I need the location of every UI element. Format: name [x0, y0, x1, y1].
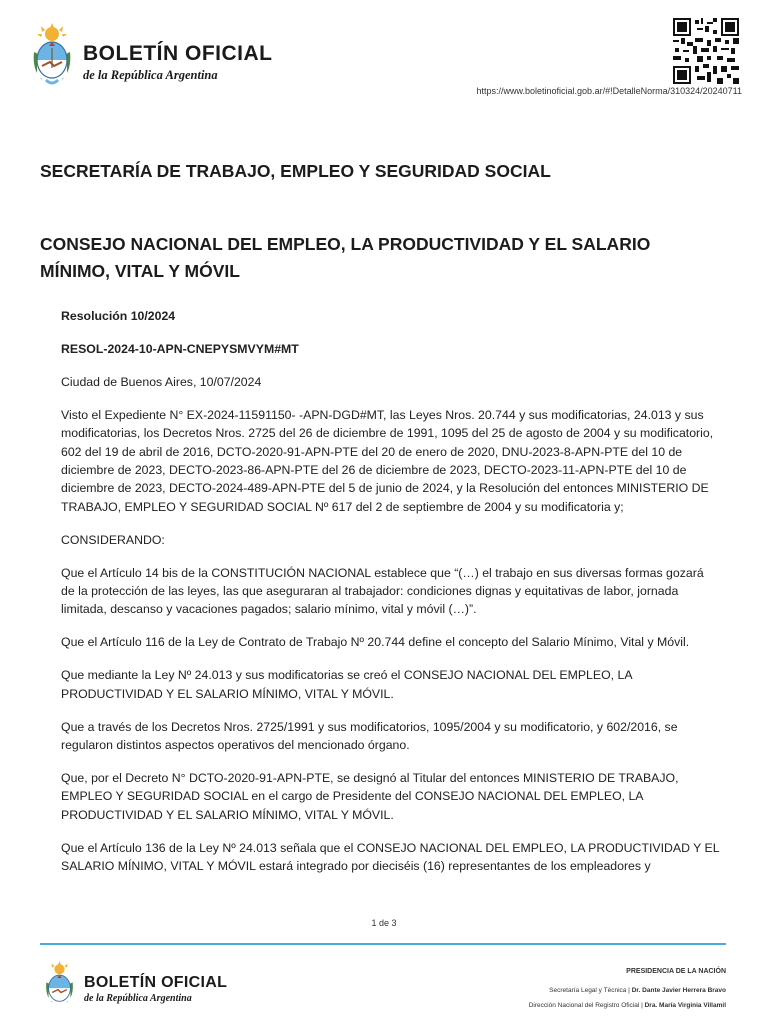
- credit-1-label: Secretaría Legal y Técnica: [549, 987, 627, 994]
- footer-credits: [529, 964, 726, 1013]
- logo-title: BOLETÍN OFICIAL: [83, 42, 273, 65]
- presidency-label: PRESIDENCIA DE LA NACIÓN: [626, 968, 726, 975]
- page-header: [0, 0, 768, 110]
- paragraph: Que mediante la Ley Nº 24.013 y sus modificatorias se creó el CONSEJO NACIONAL DEL EMPLEO, LA PRODUCTIVIDAD Y EL SALARIO MÍNIMO, VITAL Y MÓVIL.: [61, 668, 632, 701]
- credit-2-label: Dirección Nacional del Registro Oficial: [528, 1002, 640, 1009]
- resolution-number: Resolución 10/2024: [61, 309, 176, 323]
- paragraph-visto: Visto el Expediente N° EX-2024-11591150- -APN-DGD#MT, las Leyes Nros. 20.744 y sus modificatorias, 24.013 y sus modificatorias, los Decretos Nros. 2725 del 26 de diciembre de 1991, 1095 del 25 de agosto de 2004 y su modificatorio, 602 del 19 de abril de 2016, DCTO-2020-91-APN-PTE del 20 de enero de 2020, DNU-2023-8-APN-PTE del 10 de diciembre de 2023, DECTO-2023-86-APN-PTE del 26 de diciembre de 2023, DECTO-2023-11-APN-PTE del 10 de diciembre de 2023, DECTO-2024-489-APN-PTE del 5 de junio de 2024, y la Resolución del entonces MINISTERIO DE TRABAJO, EMPLEO Y SEGURIDAD SOCIAL Nº 617 del 2 de septiembre de 2004 y su modificatoria y;: [61, 407, 714, 514]
- national-emblem-icon: [42, 960, 77, 1009]
- footer-logo[interactable]: [42, 960, 242, 1010]
- credit-1-name: Dr. Dante Javier Herrera Bravo: [631, 987, 726, 994]
- paragraph: Que a través de los Decretos Nros. 2725/1991 y sus modificatorios, 1095/2004 y su modificatorio, y 602/2016, se regularon distintos aspectos operativos del mencionado órgano.: [61, 719, 678, 752]
- paragraph: Que, por el Decreto N° DCTO-2020-91-APN-PTE, se designó al Titular del entonces MINISTERIO DE TRABAJO, EMPLEO Y SEGURIDAD SOCIAL en el cargo de Presidente del CONSEJO NACIONAL DEL EMPLEO, LA PRODUCTIVIDAD Y EL SALARIO MÍNIMO, VITAL Y MÓVIL.: [61, 770, 679, 822]
- credit-line-1: Secretaría Legal y Técnica | Dr. Dante Javier Herrera Bravo: [549, 987, 726, 994]
- resolution-code: RESOL-2024-10-APN-CNEPYSMVYM#MT: [61, 341, 299, 356]
- logo-subtitle: de la República Argentina: [83, 68, 218, 82]
- place-date: Ciudad de Buenos Aires, 10/07/2024: [61, 374, 262, 389]
- document-url[interactable]: https://www.boletinoficial.gob.ar/#!DetalleNorma/310324/20240711: [476, 86, 742, 96]
- footer-logo-title: BOLETÍN OFICIAL: [84, 974, 228, 991]
- entity-heading: CONSEJO NACIONAL DEL EMPLEO, LA PRODUCTIVIDAD Y EL SALARIO MÍNIMO, VITAL Y MÓVIL: [40, 234, 651, 281]
- document-body: [40, 158, 720, 890]
- footer-logo-subtitle: de la República Argentina: [84, 993, 192, 1004]
- paragraph: Que el Artículo 136 de la Ley Nº 24.013 señala que el CONSEJO NACIONAL DEL EMPLEO, LA PRODUCTIVIDAD Y EL SALARIO MÍNIMO, VITAL Y MÓVIL estará integrado por dieciséis (16) representantes de los empleadores y: [61, 840, 720, 873]
- resolution-text: [40, 307, 720, 875]
- qr-code-icon[interactable]: [673, 18, 739, 84]
- footer-divider: [40, 943, 726, 945]
- paragraph: Que el Artículo 14 bis de la CONSTITUCIÓN NACIONAL establece que “(…) el trabajo en sus diversas formas gozará de la protección de las leyes, las que aseguraran al trabajador: condiciones dignas y equitativas de labor, jornada limitada, descanso y vacaciones pagados; salario mínimo, vital y móvil (…)”.: [61, 565, 704, 617]
- national-emblem-icon: [28, 22, 76, 88]
- credit-line-2: Dirección Nacional del Registro Oficial | Dra. María Virginia Villamil: [528, 1002, 726, 1009]
- boletin-oficial-logo[interactable]: [28, 22, 273, 92]
- organism-heading: SECRETARÍA DE TRABAJO, EMPLEO Y SEGURIDAD SOCIAL: [40, 161, 551, 181]
- paragraph-considerando: CONSIDERANDO:: [61, 532, 165, 547]
- paragraph: Que el Artículo 116 de la Ley de Contrato de Trabajo Nº 20.744 define el concepto del Salario Mínimo, Vital y Móvil.: [61, 635, 690, 650]
- credit-2-name: Dra. María Virginia Villamil: [644, 1002, 726, 1009]
- page-number: 1 de 3: [371, 918, 397, 928]
